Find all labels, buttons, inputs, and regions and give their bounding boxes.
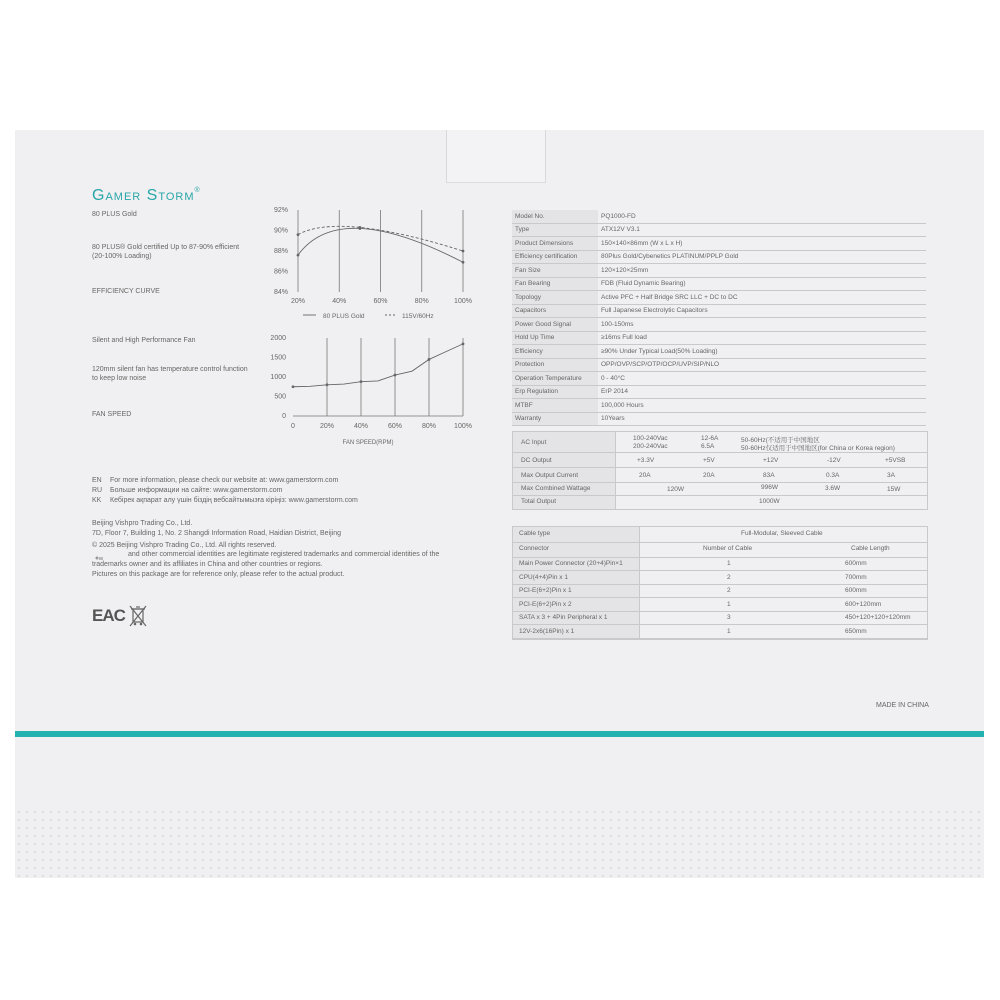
dc-3v3: +3.3V <box>637 457 655 464</box>
series-line <box>293 344 463 387</box>
cable-length: 600mm <box>845 587 867 594</box>
spec-value: 0 - 40°C <box>598 372 926 386</box>
cable-row <box>513 557 927 571</box>
ac-frequency-2: 50-60Hz仅适用于中国地区(for China or Korea region) <box>741 445 895 452</box>
spec-row <box>512 385 926 399</box>
fan-desc-1: 120mm silent fan has temperature control function <box>92 366 248 373</box>
spec-key: Efficiency certification <box>512 250 598 264</box>
data-point <box>326 383 329 386</box>
spec-row <box>512 223 926 237</box>
efficiency-title: EFFICIENCY CURVE <box>92 288 160 295</box>
total-output-label: Total Output <box>521 498 557 505</box>
cable-count: 3 <box>727 614 731 621</box>
spec-row <box>512 250 926 264</box>
data-point <box>462 250 465 253</box>
spec-row <box>512 291 926 305</box>
cable-length: 600+120mm <box>845 600 882 608</box>
spec-row <box>512 345 926 359</box>
cable-length: 700mm <box>845 573 867 581</box>
contact-kk-code: KK <box>92 497 102 504</box>
fan-desc-2: to keep low noise <box>92 375 147 382</box>
dc-5vsb: +5VSB <box>885 457 906 464</box>
efficiency-chart <box>268 202 478 327</box>
spec-row <box>512 399 926 413</box>
y-tick-label: 1000 <box>270 374 286 381</box>
total-output-value: 1000W <box>759 498 780 505</box>
dc-5v: +5V <box>703 457 715 464</box>
made-in-china: MADE IN CHINA <box>876 702 929 709</box>
x-tick-label: 20% <box>319 423 335 430</box>
cable-row <box>513 598 927 612</box>
spec-value: ErP 2014 <box>598 385 926 399</box>
spec-row <box>512 412 926 426</box>
x-tick-label: 80% <box>414 298 429 305</box>
cable-row <box>513 625 927 639</box>
x-axis-label: FAN SPEED(RPM) <box>342 440 394 446</box>
cable-header-row <box>513 542 927 558</box>
ac-voltage-2: 200-240Vac <box>633 443 668 450</box>
data-point <box>462 261 465 264</box>
x-tick-label: 40% <box>332 298 347 305</box>
ac-current-1: 12-6A <box>701 435 719 442</box>
company-line-1: Beijing Vishpro Trading Co., Ltd. <box>92 520 193 527</box>
spec-key: Product Dimensions <box>512 237 598 251</box>
ac-voltage-1: 100-240Vac <box>633 435 668 442</box>
data-point <box>297 233 300 236</box>
spec-key: Topology <box>512 291 598 305</box>
spec-key: Protection <box>512 358 598 372</box>
spec-value: 100,000 Hours <box>598 399 926 413</box>
cable-header-length: Cable Length <box>851 545 890 552</box>
cable-length: 450+120+120+120mm <box>845 614 911 621</box>
max-combined-5vsb: 15W <box>887 486 901 493</box>
max-combined-label: Max Combined Wattage <box>521 485 591 492</box>
cable-type-row <box>513 527 927 543</box>
cable-table <box>512 526 928 640</box>
dc-output-label: DC Output <box>521 457 552 464</box>
spec-value: PQ1000-FD <box>598 210 926 223</box>
spec-key: Erp Regulation <box>512 385 598 399</box>
cable-count: 1 <box>727 627 731 635</box>
company-line-3: © 2025 Beijing Vishpro Trading Co., Ltd. All rights reserved. <box>92 542 277 549</box>
cert-desc-1: 80 PLUS® Gold certified Up to 87-90% efficient <box>92 244 240 251</box>
spec-key: Hold Up Time <box>512 331 598 345</box>
contact-en-code: EN <box>92 477 102 484</box>
fan-speed-chart <box>268 330 478 448</box>
spec-row <box>512 331 926 345</box>
brand-name: Gamer Storm <box>92 187 195 204</box>
company-line-4: and other commercial identities are legitimate registered trademarks and commercial identities of the <box>128 551 440 558</box>
cable-count: 2 <box>727 587 731 594</box>
ac-input-label: AC Input <box>521 439 547 446</box>
dc-12v: +12V <box>763 457 779 464</box>
spec-row <box>512 358 926 372</box>
data-point <box>462 342 465 345</box>
ac-current-2: 6.5A <box>701 443 715 450</box>
y-tick-label: 86% <box>273 268 288 276</box>
recycle-bin-crossed-icon <box>127 603 149 634</box>
cable-connector: 12V-2x6(16Pin) x 1 <box>519 627 575 635</box>
spec-value: 150×140×86mm (W x L x H) <box>598 237 926 251</box>
company-line-6: Pictures on this package are for reference only, please refer to the actual product. <box>92 571 345 578</box>
cert-desc-2: (20-100% Loading) <box>92 253 152 260</box>
spec-value: OPP/OVP/SCP/OTP/OCP/UVP/SIP/NLO <box>598 358 926 372</box>
spec-value: Full Japanese Electrolytic Capacitors <box>598 304 926 318</box>
spec-row <box>512 277 926 291</box>
data-point <box>358 226 361 229</box>
spec-key: Warranty <box>512 412 598 426</box>
output-row-dc <box>513 453 927 468</box>
spec-key: Fan Size <box>512 264 598 278</box>
data-point <box>394 374 397 377</box>
y-tick-label: 0 <box>282 413 286 420</box>
y-tick-label: 2000 <box>270 335 286 342</box>
cable-type-label: Cable type <box>519 530 551 537</box>
spec-row <box>512 318 926 332</box>
x-tick-label: 100% <box>454 423 472 430</box>
y-tick-label: 92% <box>273 207 288 214</box>
cable-connector: CPU(4+4)Pin x 1 <box>519 573 568 581</box>
max-combined-12v: 996W <box>761 484 778 491</box>
spec-value: 10Years <box>598 412 926 426</box>
cert-title: 80 PLUS Gold <box>92 211 137 218</box>
package-flap <box>446 130 546 183</box>
spec-key: MTBF <box>512 399 598 413</box>
legend-label: 80 PLUS Gold <box>323 313 365 320</box>
teal-stripe <box>15 731 984 737</box>
x-tick-label: 60% <box>387 423 403 430</box>
cable-connector: PCI-E(6+2)Pin x 1 <box>519 587 572 594</box>
cable-connector: PCI-E(6+2)Pin x 2 <box>519 600 572 608</box>
cable-length: 600mm <box>845 560 867 567</box>
cable-count: 2 <box>727 573 731 581</box>
data-point <box>360 380 363 383</box>
spec-key: Capacitors <box>512 304 598 318</box>
data-point <box>297 254 300 257</box>
cable-row <box>513 611 927 625</box>
max-combined-low: 120W <box>667 486 684 493</box>
spec-row <box>512 210 926 223</box>
spec-row <box>512 372 926 386</box>
spec-table <box>512 210 926 426</box>
contact-kk-text: Кебірек ақпарат алу үшін біздің вебсайтымызға кіріңіз: www.gamerstorm.com <box>110 497 358 504</box>
ac-frequency-1: 50-60Hz(不适用于中国地区 <box>741 437 820 444</box>
spec-key: Type <box>512 223 598 237</box>
contact-ru-text: Больше информации на сайте: www.gamerstorm.com <box>110 487 283 494</box>
y-tick-label: 90% <box>273 227 288 235</box>
spec-value: ≥90% Under Typical Load(50% Loading) <box>598 345 926 359</box>
cable-type-value: Full-Modular, Sleeved Cable <box>741 530 823 537</box>
cable-count: 1 <box>727 600 731 608</box>
spec-key: Operation Temperature <box>512 372 598 386</box>
cable-row <box>513 571 927 585</box>
cable-row <box>513 584 927 598</box>
eac-mark: EAC <box>92 606 125 625</box>
max-current-5vsb: 3A <box>887 472 895 479</box>
trademark-logo-icon <box>94 549 104 556</box>
brand-logo <box>92 187 201 205</box>
y-tick-label: 84% <box>273 289 288 296</box>
cable-header-connector: Connector <box>519 545 549 552</box>
x-tick-label: 20% <box>290 298 306 305</box>
output-table <box>512 431 928 510</box>
y-tick-label: 88% <box>273 248 288 255</box>
spec-row <box>512 237 926 251</box>
fan-speed-title: FAN SPEED <box>92 411 132 418</box>
x-tick-label: 100% <box>454 298 472 305</box>
data-point <box>292 385 295 388</box>
dc-neg12v: -12V <box>827 457 841 464</box>
company-line-5: trademarks owner and its affiliates in China and other countries or regions. <box>92 561 323 568</box>
max-current-12v: 83A <box>763 472 775 479</box>
cable-connector: Main Power Connector (20+4)Pin×1 <box>519 560 623 567</box>
spec-value: Active PFC + Half Bridge SRC LLC + DC to DC <box>598 291 926 305</box>
cable-count: 1 <box>727 560 731 567</box>
y-tick-label: 1500 <box>270 354 286 362</box>
spec-row <box>512 304 926 318</box>
fan-title: Silent and High Performance Fan <box>92 337 196 344</box>
legend-label: 115V/60Hz <box>402 313 434 320</box>
data-point <box>428 358 431 361</box>
brand-reg-mark: ® <box>194 187 201 194</box>
spec-value: ≥16ms Full load <box>598 331 926 345</box>
spec-value: FDB (Fluid Dynamic Bearing) <box>598 277 926 291</box>
spec-key: Power Good Signal <box>512 318 598 332</box>
max-current-neg12v: 0.3A <box>826 472 840 479</box>
spec-key: Fan Bearing <box>512 277 598 291</box>
spec-row <box>512 264 926 278</box>
x-tick-label: 60% <box>373 298 388 305</box>
x-tick-label: 80% <box>421 423 437 430</box>
y-tick-label: 500 <box>274 393 286 401</box>
cable-header-number: Number of Cable <box>703 545 753 552</box>
spec-value: 120×120×25mm <box>598 264 926 278</box>
x-tick-label: 40% <box>353 423 369 430</box>
contact-ru-code: RU <box>92 487 103 494</box>
contact-en-text: For more information, please check our website at: www.gamerstorm.com <box>110 477 339 484</box>
max-combined-neg12v: 3.6W <box>825 485 841 492</box>
spec-key: Efficiency <box>512 345 598 359</box>
company-line-2: 7D, Floor 7, Building 1, No. 2 Shangdi Information Road, Haidian District, Beijing <box>92 530 342 537</box>
cable-length: 650mm <box>845 627 867 635</box>
spec-value: 100-150ms <box>598 318 926 332</box>
spec-value: 80Plus Gold/Cybenetics PLATINUM/PPLP Gold <box>598 250 926 264</box>
max-current-3v3: 20A <box>639 472 651 479</box>
dot-pattern <box>15 808 984 878</box>
x-tick-label: 0 <box>291 423 295 430</box>
spec-value: ATX12V V3.1 <box>598 223 926 237</box>
max-current-label: Max Output Current <box>521 472 579 479</box>
max-current-5v: 20A <box>703 472 715 479</box>
spec-key: Model No. <box>512 210 598 223</box>
cable-connector: SATA x 3 + 4Pin Peripheral x 1 <box>519 614 608 621</box>
